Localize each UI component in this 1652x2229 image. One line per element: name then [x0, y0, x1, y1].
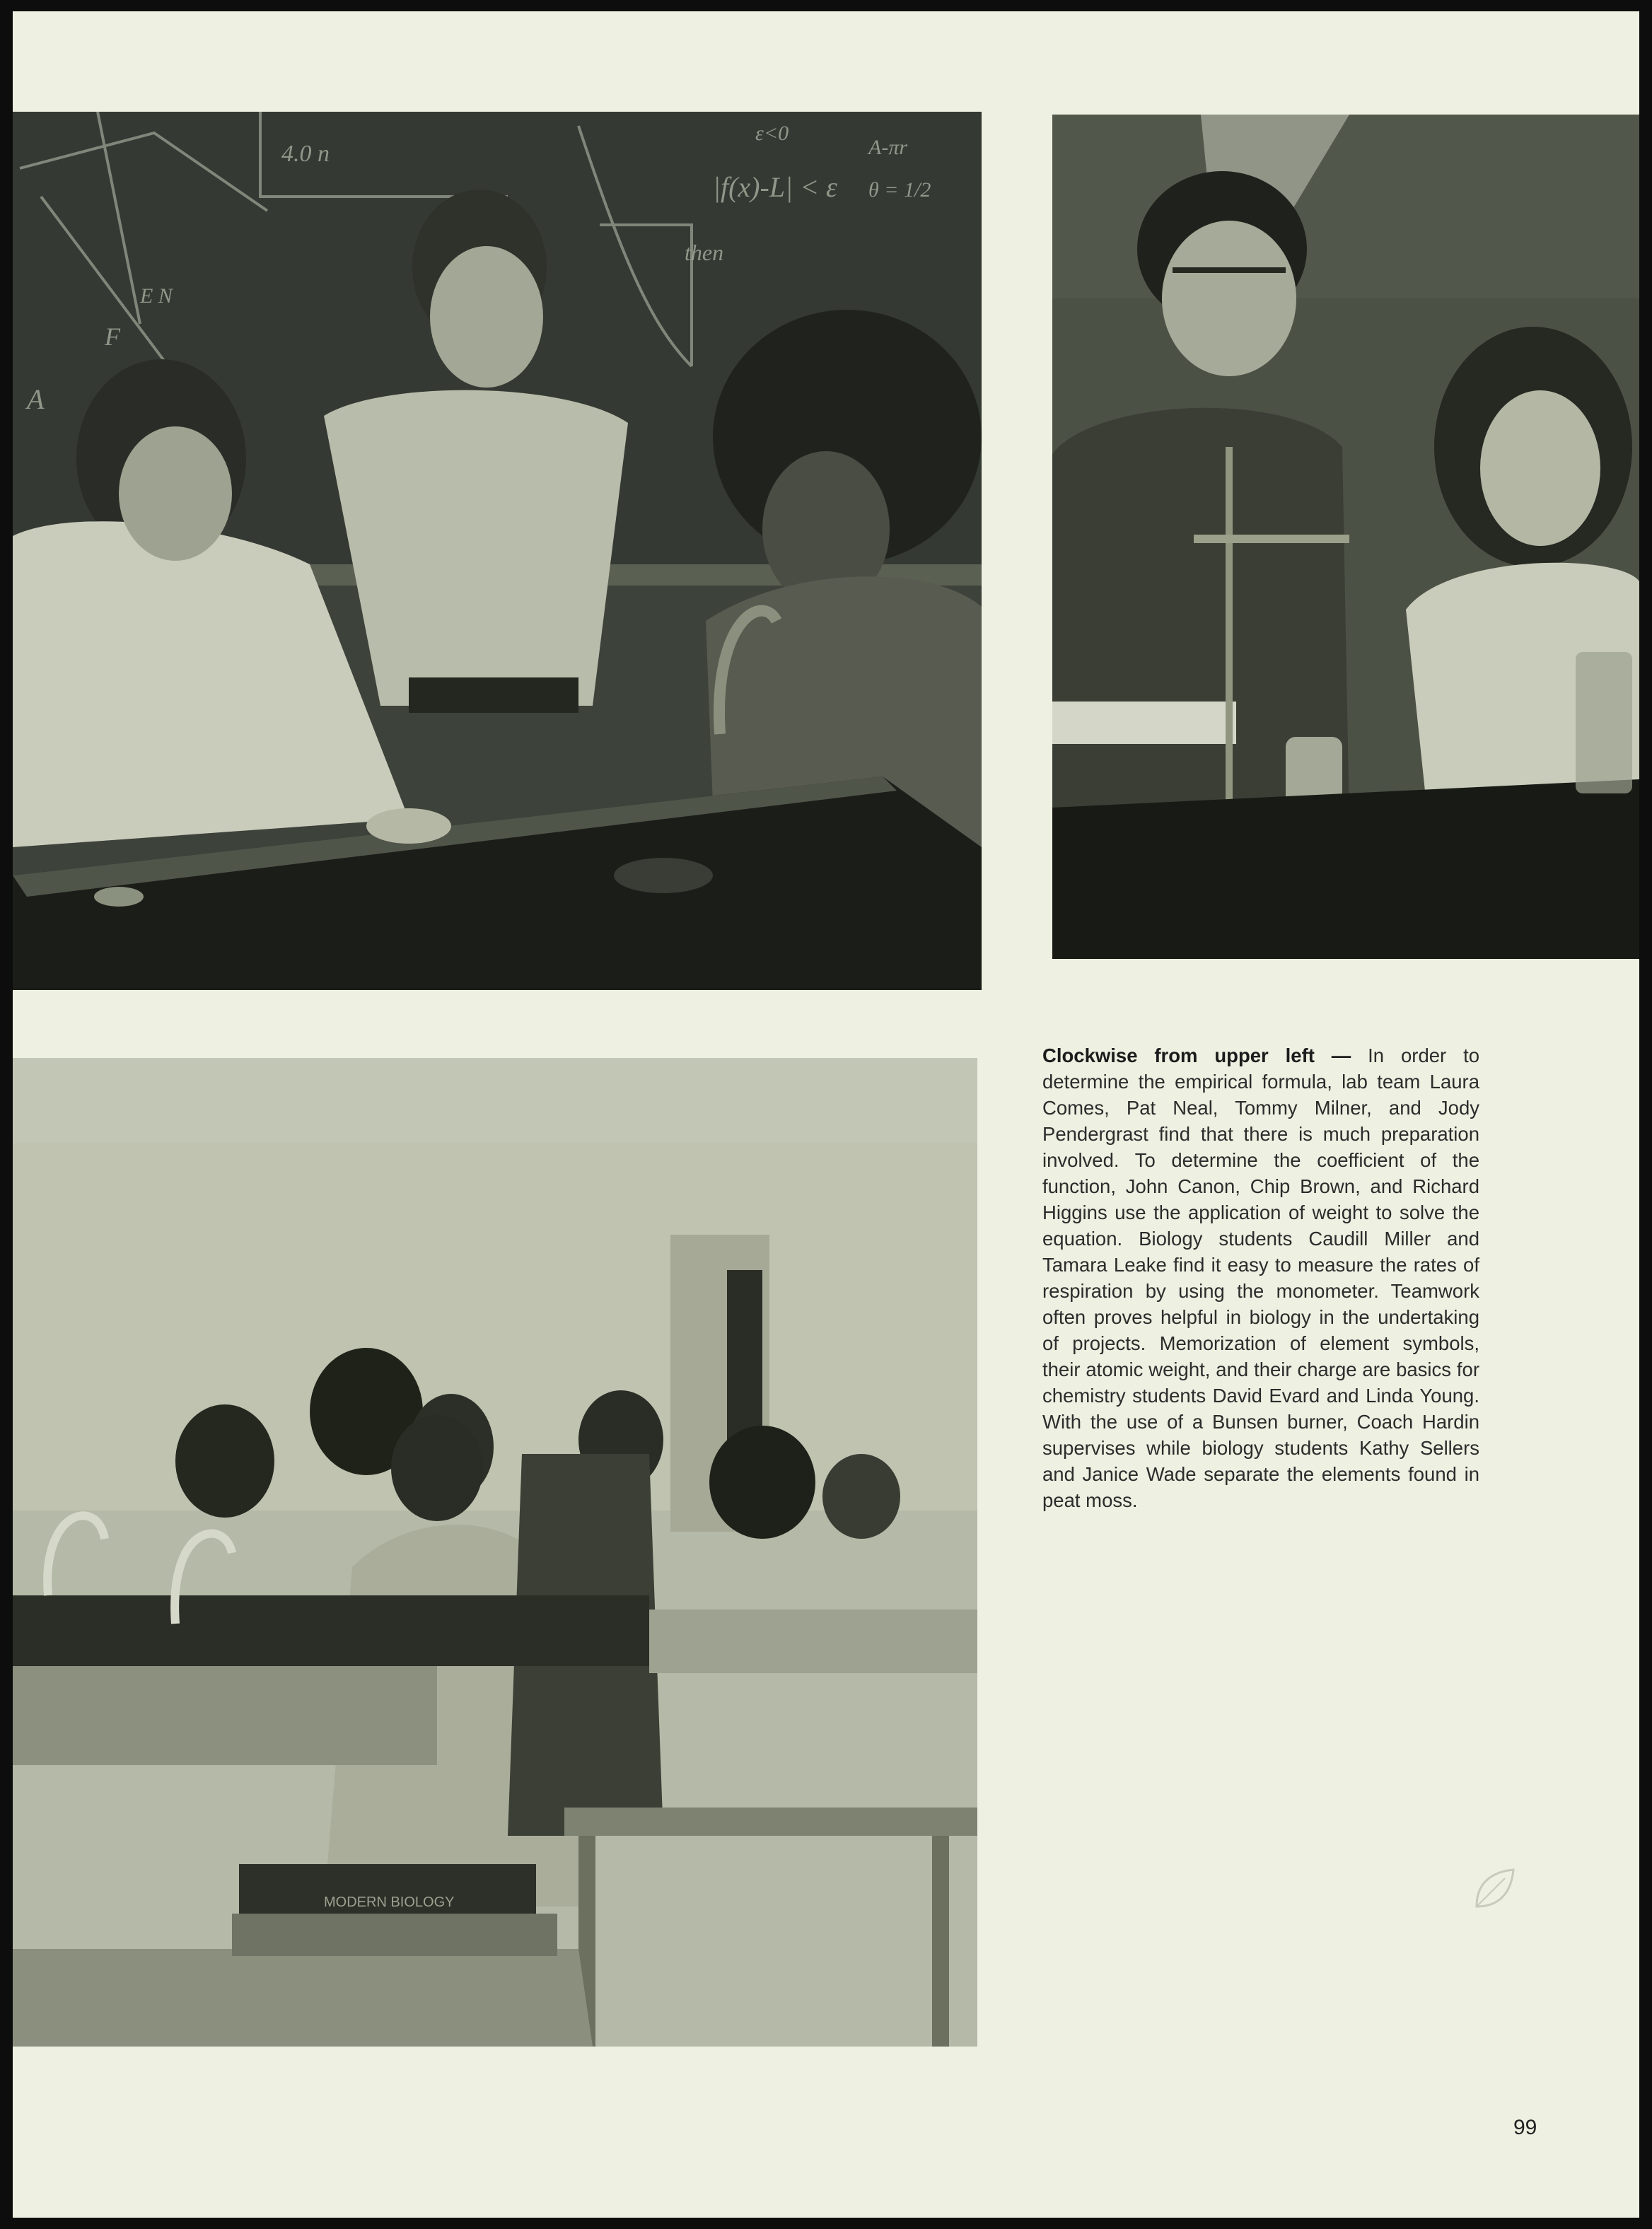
page-number: 99 [1513, 2116, 1537, 2139]
photo-biology-classroom [13, 1058, 977, 2047]
chalk-mark-5: |f(x)-L| < ε [713, 171, 837, 203]
photo-lab-bench-chalkboard-art [13, 112, 982, 990]
caption-lead: Clockwise from upper left — [1042, 1044, 1351, 1066]
chalk-mark-2: A [27, 383, 45, 415]
chalk-mark-4: E N [140, 284, 173, 308]
photo-lab-bench-chalkboard [13, 112, 982, 990]
chalk-mark-1: 4.0 n [281, 141, 330, 167]
caption-body: In order to determine the empirical formula, lab team Laura Comes, Pat Neal, Tommy Milner, and Jody Pendergrast find that there is much preparation involved. To determine the coefficient of the function, John Canon, Chip Brown, and Richard Higgins use the application of weight to solve the equation. Biology students Caudill Miller and Tamara Leake find it easy to measure the rates of respiration by using the monometer. Teamwork often proves helpful in biology in the undertaking of projects. Memorization of element symbols, their atomic weight, and their charge are basics for chemistry students David Evard and Linda Young. With the use of a Bunsen burner, Coach Hardin supervises while biology students Kathy Sellers and Janice Wade separate the elements found in peat moss. [1042, 1044, 1479, 1511]
leaf-icon [1470, 1864, 1519, 1914]
chalk-mark-9: then [685, 240, 724, 265]
chalk-mark-8: θ = 1/2 [868, 178, 931, 202]
photo-biology-classroom-art [13, 1058, 977, 2047]
yearbook-page [13, 11, 1639, 2218]
chalk-mark-6: ε<0 [755, 122, 789, 145]
textbook-spine-label: MODERN BIOLOGY [324, 1895, 455, 1910]
photo-biology-ring-stand [1052, 115, 1639, 959]
photo-biology-ring-stand-art [1052, 115, 1639, 959]
photo-caption [1042, 1042, 1479, 1513]
chalk-mark-7: A-πr [868, 136, 908, 159]
chalk-mark-3: F [105, 322, 120, 351]
